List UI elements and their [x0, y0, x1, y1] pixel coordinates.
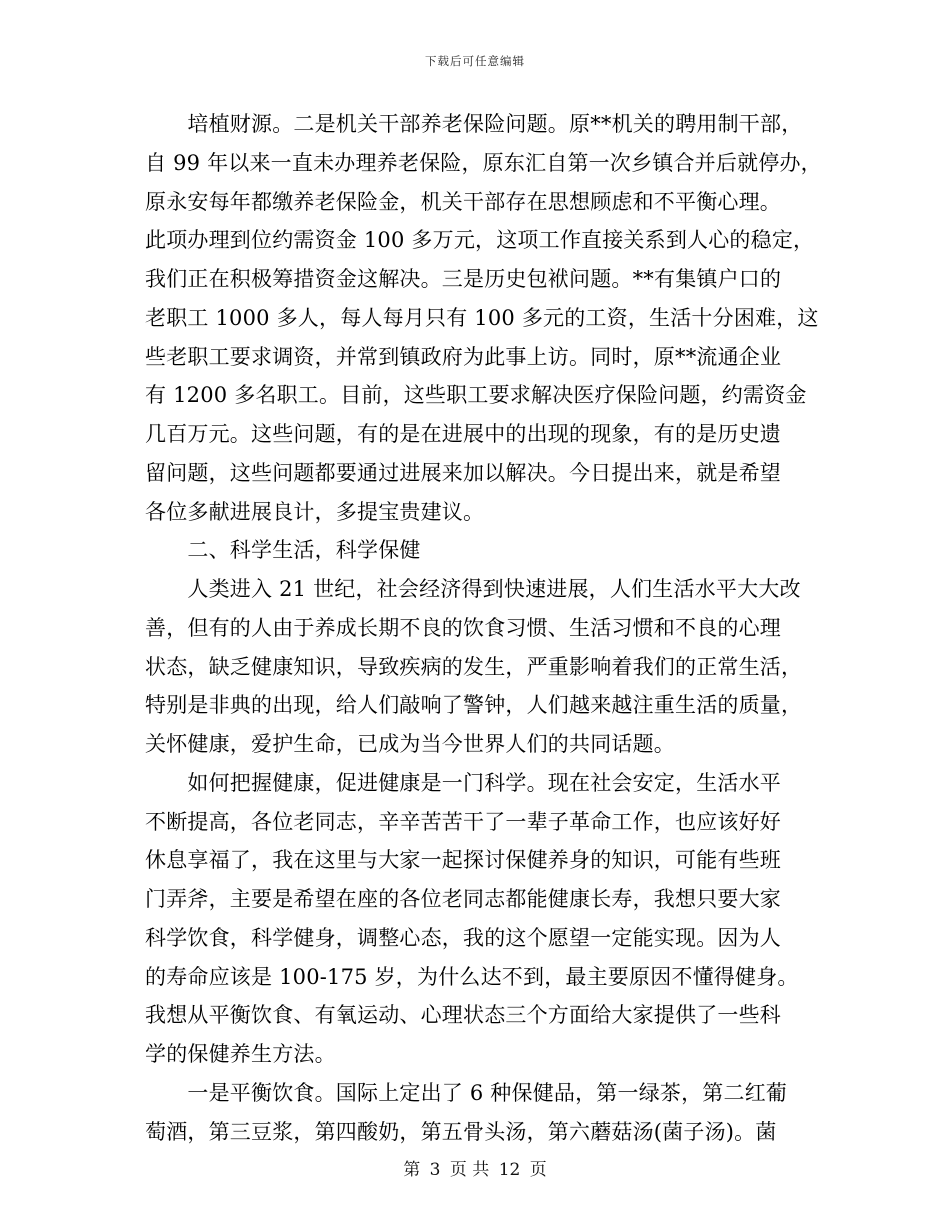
text-line: 特别是非典的出现，给人们敲响了警钟，人们越来越注重生活的质量， — [145, 693, 803, 718]
text-line: 留问题，这些问题都要通过进展来加以解决。今日提出来，就是希望 — [145, 460, 781, 485]
text-line: 人类进入 21 世纪，社会经济得到快速进展，人们生活水平大大改 — [145, 577, 801, 601]
text-line: 善，但有的人由于养成长期不良的饮食习惯、生活习惯和不良的心理 — [145, 615, 781, 640]
text-line: 培植财源。二是机关干部养老保险问题。原**机关的聘用制干部， — [145, 112, 803, 136]
text-line: 关怀健康，爱护生命，已成为当今世界人们的共同话题。 — [145, 732, 675, 756]
page-header: 下载后可任意编辑 — [425, 54, 525, 68]
text-line: 一是平衡饮食。国际上定出了 6 种保健品，第一绿茶，第二红葡 — [145, 1080, 788, 1105]
text-line: 老职工 1000 多人，每人每月只有 100 多元的工资，生活十分困难，这 — [145, 305, 819, 330]
text-line: 如何把握健康，促进健康是一门科学。现在社会安定，生活水平 — [145, 770, 781, 795]
text-line: 些老职工要求调资，并常到镇政府为此事上访。同时，原**流通企业 — [145, 344, 782, 369]
text-line: 自 99 年以来一直未办理养老保险，原东汇自第一次乡镇合并后就停办， — [145, 150, 822, 175]
text-line: 各位多献进展良计，多提宝贵建议。 — [145, 499, 485, 524]
text-line: 几百万元。这些问题，有的是在进展中的出现的现象，有的是历史遗 — [145, 422, 781, 446]
footer-middle: 页 共 — [449, 1160, 490, 1180]
text-line: 门弄斧，主要是希望在座的各位老同志都能健康长寿，我想只要大家 — [145, 887, 781, 911]
page-footer — [0, 1155, 950, 1180]
text-line: 我想从平衡饮食、有氧运动、心理状态三个方面给大家提供了一些科 — [145, 1003, 781, 1028]
text-line: 此项办理到位约需资金 100 多万元，这项工作直接关系到人心的稳定， — [145, 228, 815, 253]
text-line: 不断提高，各位老同志，辛辛苦苦干了一辈子革命工作，也应该好好 — [145, 809, 781, 834]
text-line: 科学饮食，科学健身，调整心态，我的这个愿望一定能实现。因为人 — [145, 925, 781, 950]
text-line: 休息享福了，我在这里与大家一起探讨保健养身的知识，可能有些班 — [145, 848, 781, 873]
text-line: 我们正在积极筹措资金这解决。三是历史包袱问题。**有集镇户口的 — [145, 267, 782, 291]
footer-suffix: 页 — [529, 1160, 547, 1180]
section-heading: 二、科学生活，科学保健 — [145, 538, 421, 563]
text-line: 萄酒，第三豆浆，第四酸奶，第五骨头汤，第六蘑菇汤(菌子汤)。菌 — [145, 1119, 777, 1144]
text-line: 的寿命应该是 100-175 岁，为什么达不到，最主要原因不懂得健身。 — [145, 964, 799, 989]
total-pages-number: 12 — [498, 1160, 521, 1180]
document-body — [145, 105, 822, 1151]
current-page-number: 3 — [429, 1160, 441, 1180]
text-line: 状态，缺乏健康知识，导致疾病的发生，严重影响着我们的正常生活， — [145, 654, 803, 679]
text-line: 有 1200 多名职工。目前，这些职工要求解决医疗保险问题，约需资金 — [145, 383, 807, 408]
text-line: 学的保健养生方法。 — [145, 1042, 336, 1066]
footer-prefix: 第 — [403, 1160, 421, 1180]
text-line: 原永安每年都缴养老保险金，机关干部存在思想顾虑和不平衡心理。 — [145, 189, 781, 214]
